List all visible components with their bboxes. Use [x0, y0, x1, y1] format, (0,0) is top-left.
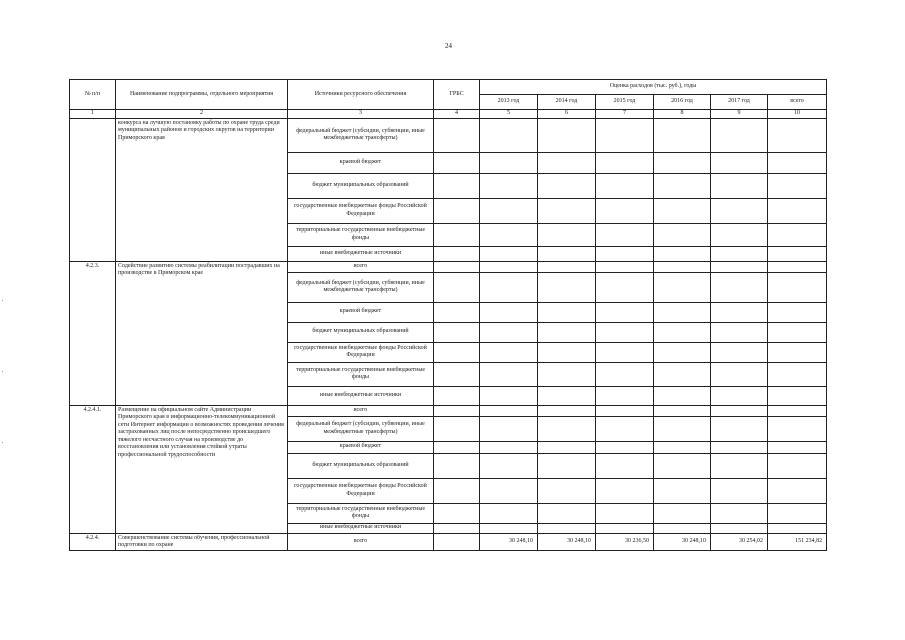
scan-margin-marks [2, 300, 5, 513]
table-row [70, 405, 827, 416]
col-index: 5 [480, 110, 538, 119]
header-sources: Источники ресурсного обеспечения [288, 80, 434, 110]
header-num: № п/п [70, 80, 116, 110]
source-total: всего [288, 533, 434, 550]
measure-name: Содействие развитию системы реабилитации пострадавших на производстве в Приморском крае [116, 261, 288, 405]
source-total: всего [288, 405, 434, 416]
source-state-funds: государственные внебюджетные фонды Российской Федерации [288, 342, 434, 362]
row-number: 4.2.4.1. [70, 405, 116, 533]
header-year: 2017 год [711, 95, 768, 110]
table-row [70, 118, 827, 152]
col-index: 10 [768, 110, 827, 119]
source-total: всего [288, 261, 434, 272]
header-estimate: Оценка расходов (тыс. руб.), годы [480, 80, 827, 95]
source-state-funds: государственные внебюджетные фонды Российской Федерации [288, 478, 434, 503]
source-other: иные внебюджетные источники [288, 246, 434, 261]
source-federal: федеральный бюджет (субсидии, субвенции, иные межбюджетные трансферты) [288, 118, 434, 152]
col-index: 1 [70, 110, 116, 119]
col-index: 9 [711, 110, 768, 119]
header-year: 2014 год [538, 95, 596, 110]
source-regional: краевой бюджет [288, 302, 434, 322]
table-row [70, 533, 827, 550]
measure-name: Размещение на официальном сайте Администрации Приморского края в информационно-телекоммуникационной сети Интернет информации о возможностях проведения лечения застрахованных лиц после непосредственно происшедшего тяжелого несчастного случая на производстве до восстановления или установления стойкой утраты профессиональной трудоспособности [116, 405, 288, 533]
col-index: 6 [538, 110, 596, 119]
col-index: 4 [434, 110, 480, 119]
source-regional: краевой бюджет [288, 441, 434, 453]
col-index: 3 [288, 110, 434, 119]
row-number: 4.2.3. [70, 261, 116, 405]
source-federal: федеральный бюджет (субсидии, субвенции, иные межбюджетные трансферты) [288, 416, 434, 441]
source-municipal: бюджет муниципальных образований [288, 322, 434, 342]
value-2016: 30 248,10 [654, 533, 711, 550]
header-year: 2015 год [596, 95, 654, 110]
source-territorial-funds: территориальные государственные внебюджетные фонды [288, 503, 434, 523]
header-grbs: ГРБС [434, 80, 480, 110]
budget-table [69, 79, 827, 551]
source-other: иные внебюджетные источники [288, 523, 434, 533]
row-number: 4.2.4. [70, 533, 116, 550]
measure-name: Совершенствование системы обучения, профессиональной подготовки по охране [118, 534, 270, 548]
value-2015: 30 236,50 [596, 533, 654, 550]
measure-name: конкурса на лучшую постановку работы по охране труда среди муниципальных районов и городских округов на территории Приморского края [116, 118, 288, 261]
source-municipal: бюджет муниципальных образований [288, 173, 434, 198]
source-territorial-funds: территориальные государственные внебюджетные фонды [288, 362, 434, 386]
value-2013: 30 248,10 [480, 533, 538, 550]
row-number [70, 118, 116, 261]
value-total: 151 234,82 [768, 533, 827, 550]
header-year: 2016 год [654, 95, 711, 110]
source-state-funds: государственные внебюджетные фонды Российской Федерации [288, 198, 434, 223]
header-year: 2013 год [480, 95, 538, 110]
header-name: Наименование подпрограммы, отдельного мероприятия [116, 80, 288, 110]
value-2017: 30 254,02 [711, 533, 768, 550]
source-regional: краевой бюджет [288, 152, 434, 173]
col-index: 7 [596, 110, 654, 119]
col-index: 8 [654, 110, 711, 119]
header-row-1 [70, 80, 827, 95]
page-number: 24 [445, 42, 452, 50]
col-index: 2 [116, 110, 288, 119]
source-municipal: бюджет муниципальных образований [288, 453, 434, 478]
header-total: всего [768, 95, 827, 110]
source-territorial-funds: территориальные государственные внебюджетные фонды [288, 223, 434, 246]
value-2014: 30 248,10 [538, 533, 596, 550]
table-row [70, 261, 827, 272]
source-federal: федеральный бюджет (субсидии, субвенции, иные межбюджетные трансферты) [288, 272, 434, 302]
source-other: иные внебюджетные источники [288, 386, 434, 405]
header-index-row [70, 110, 827, 119]
